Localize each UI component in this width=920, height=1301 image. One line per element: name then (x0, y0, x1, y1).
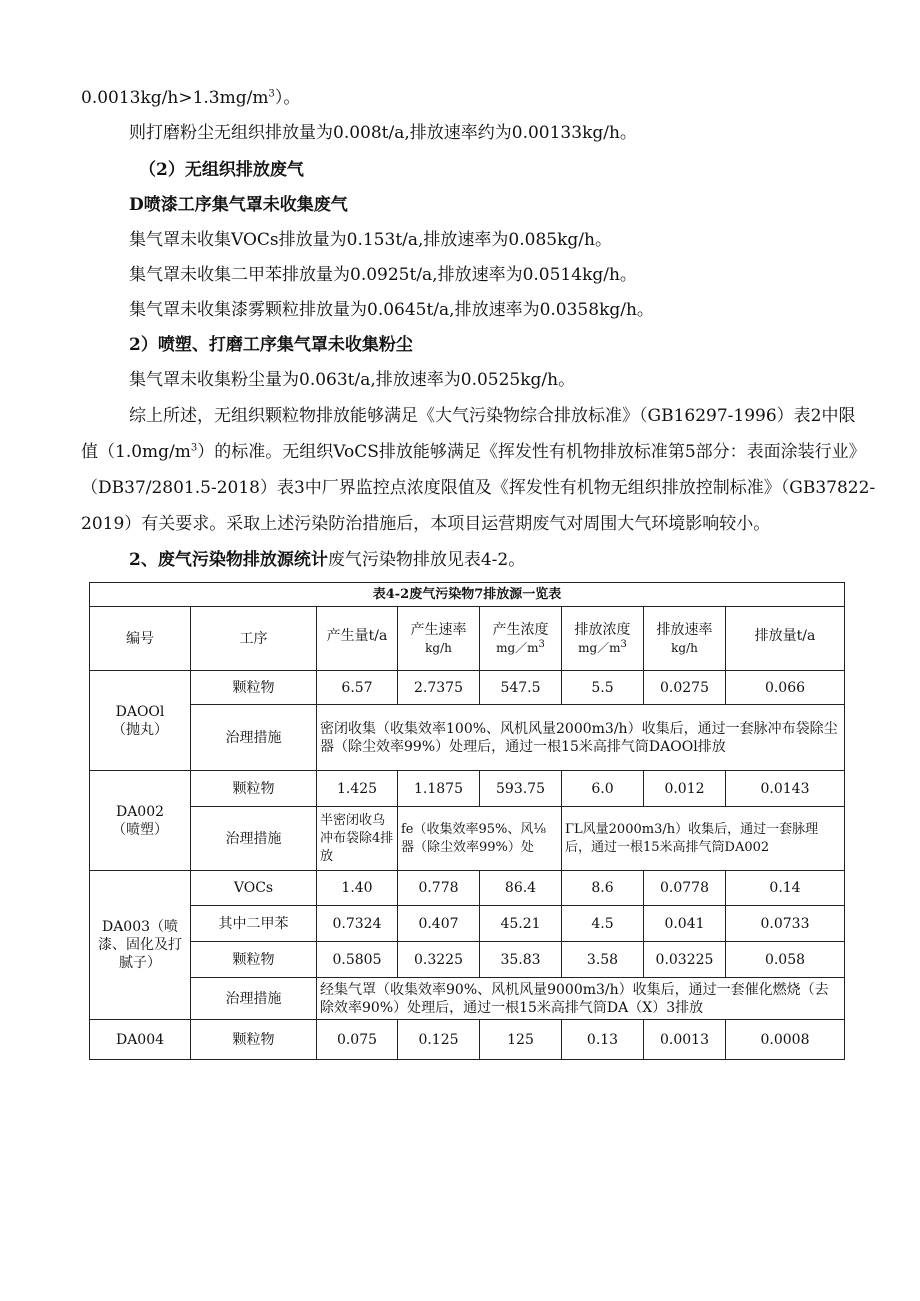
cell-value: 0.0778 (644, 871, 726, 906)
text-line-1 (81, 87, 300, 109)
cell-process: 其中二甲苯 (191, 906, 317, 942)
cell-value: 0.0275 (644, 671, 726, 705)
cell-measure-text: 经集气罩（收集效率90%、风机风量9000m3/h）收集后，通过一套催化燃烧（去除效率90%）处理后，通过一根15米高排气筒DA（X）3排放 (317, 978, 844, 1020)
text-segment: ）的标准。无组织VoCS排放能够满足《挥发性有机物排放标准第5部分：表面涂装行业》 (197, 442, 866, 462)
cell-value: 0.058 (726, 942, 844, 978)
cell-measure-text: 密闭收集（收集效率100%、风机风量2000m3/h）收集后，通过一套脉冲布袋除尘器（除尘效率99%）处理后，通过一根15米高排气筒DAOOl排放 (317, 705, 844, 771)
emission-table (89, 582, 845, 1060)
text-line-14 (129, 549, 525, 571)
cell-value: 0.0008 (760, 1031, 810, 1048)
cell-value: 6.57 (317, 671, 398, 705)
text-line-6: 集气罩未收集二甲苯排放量为0.0925t/a,排放速率为0.0514kg/h。 (129, 265, 637, 285)
superscript: 3 (538, 638, 545, 650)
header-id: 编号 (90, 607, 191, 671)
subheading-spray: D喷漆工序集气罩未收集废气 (129, 195, 348, 215)
cell-value: 593.75 (480, 771, 562, 807)
header-emit-rate (644, 607, 726, 671)
cell-value: 0.0013 (644, 1020, 726, 1059)
text-segment: 值（1.0mg/m (81, 442, 191, 462)
text-line-11 (81, 441, 866, 463)
text-line-13: 2019）有关要求。采取上述污染防治措施后，本项目运营期废气对周围大气环境影响较小。 (81, 514, 771, 534)
cell-process: 颗粒物 (191, 1020, 317, 1059)
unit-text: mg／m (578, 640, 621, 655)
text-line-9: 集气罩未收集粉尘量为0.063t/a,排放速率为0.0525kg/h。 (129, 370, 576, 390)
text-line-2: 则打磨粉尘无组织排放量为0.008t/a,排放速率约为0.00133kg/h。 (129, 123, 637, 143)
cell-value: 6.0 (562, 771, 644, 807)
header-label: 排放浓度 (574, 621, 631, 638)
cell-value: 0.778 (398, 871, 480, 906)
subheading-powder: 2）喷塑、打磨工序集气罩未收集粉尘 (129, 335, 413, 355)
header-unit: kg/h (425, 640, 452, 655)
text-line-7: 集气罩未收集漆雾颗粒排放量为0.0645t/a,排放速率为0.0358kg/h。 (129, 300, 654, 320)
source-id: DA002 (115, 803, 165, 820)
cell-measure-part-a: 半密闭收乌冲布袋除4排放 (317, 807, 398, 871)
unit-text: mg／m (496, 640, 539, 655)
cell-value: 8.6 (562, 871, 644, 906)
cell-value: 1.40 (317, 871, 398, 906)
header-gen-rate (398, 607, 480, 671)
cell-process: 颗粒物 (191, 942, 317, 978)
cell-value: 0.041 (644, 906, 726, 942)
cell-measure-label: 治理措施 (191, 978, 317, 1020)
text-line-12: （DB37/2801.5-2018）表3中厂界监控点浓度限值及《挥发性有机物无组织排放控制标准》（GB37822- (81, 478, 876, 498)
cell-value: 3.58 (562, 942, 644, 978)
cell-process: 颗粒物 (191, 771, 317, 807)
section-heading: 2、废气污染物排放源统计 (129, 550, 328, 570)
text-line-5: 集气罩未收集VOCs排放量为0.153t/a,排放速率为0.085kg/h。 (129, 230, 612, 250)
cell-measure-label: 治理措施 (191, 705, 317, 771)
cell-value: 0.407 (398, 906, 480, 942)
text-segment: 0.0013kg/h>1.3mg/m (81, 88, 269, 108)
header-unit (578, 639, 627, 657)
cell-value: 2.7375 (398, 671, 480, 705)
cell-value: 0.5805 (317, 942, 398, 978)
superscript: 3 (620, 638, 627, 650)
header-unit (496, 639, 545, 657)
cell-da004-id: DA004 (90, 1020, 191, 1059)
cell-value: 45.21 (480, 906, 562, 942)
header-gen-conc (480, 607, 562, 671)
cell-measure-part-c: ΓL风量2000m3/h）收集后，通过一套脉理后，通过一根15米高排气筒DA002 (562, 807, 844, 871)
cell-measure-label: 治理措施 (191, 807, 317, 871)
header-unit: kg/h (671, 640, 698, 655)
cell-value: 0.125 (398, 1020, 480, 1059)
source-id: DAOOl (115, 703, 165, 720)
cell-value: 1.425 (317, 771, 398, 807)
cell-value: 0.14 (726, 871, 844, 906)
header-process: 工序 (191, 607, 317, 671)
cell-value: 0.0143 (726, 771, 844, 807)
text-segment: 废气污染物排放见表4-2。 (327, 550, 526, 570)
header-gen-amount: 产生量t/a (317, 607, 398, 671)
source-process: （抛丸） (112, 721, 168, 738)
cell-process: 颗粒物 (191, 671, 317, 705)
cell-value: 0.13 (562, 1020, 644, 1059)
superscript: 3 (268, 88, 275, 100)
cell-value: 5.5 (562, 671, 644, 705)
text-segment: ）。 (274, 88, 301, 108)
cell-da003-id: DA003（喷漆、固化及打腻子） (90, 871, 191, 1020)
subheading-fugitive: （2）无组织排放废气 (139, 160, 304, 180)
header-emit-amount: 排放量t/a (726, 607, 844, 671)
table-caption: 表4-2废气污染物7排放源一览表 (90, 583, 844, 607)
cell-value: 0.7324 (317, 906, 398, 942)
cell-value: 0.066 (726, 671, 844, 705)
cell-value: 35.83 (480, 942, 562, 978)
cell-value: 0.03225 (644, 942, 726, 978)
header-emit-conc (562, 607, 644, 671)
cell-da001-id (90, 671, 191, 771)
header-label: 产生浓度 (492, 621, 549, 638)
cell-da002-id (90, 771, 191, 871)
cell-value: 86.4 (480, 871, 562, 906)
cell-process: VOCs (191, 871, 317, 906)
cell-value: 125 (480, 1020, 562, 1059)
cell-value: 1.1875 (398, 771, 480, 807)
text-line-10: 综上所述，无组织颗粒物排放能够满足《大气污染物综合排放标准》（GB16297-1996）表2中限 (129, 406, 856, 426)
cell-value: 0.075 (317, 1020, 398, 1059)
cell-measure-part-b: fe（收集效率95%、风⅛器（除尘效率99%）处 (398, 807, 562, 871)
superscript: 3 (190, 442, 198, 454)
cell-value: 4.5 (562, 906, 644, 942)
cell-value: 0.012 (644, 771, 726, 807)
header-label: 排放速率 (656, 621, 713, 638)
header-label: 产生速率 (410, 621, 467, 638)
cell-value: 547.5 (480, 671, 562, 705)
cell-value: 0.0733 (726, 906, 844, 942)
cell-value: 0.3225 (398, 942, 480, 978)
source-process: （喷塑） (112, 821, 168, 838)
